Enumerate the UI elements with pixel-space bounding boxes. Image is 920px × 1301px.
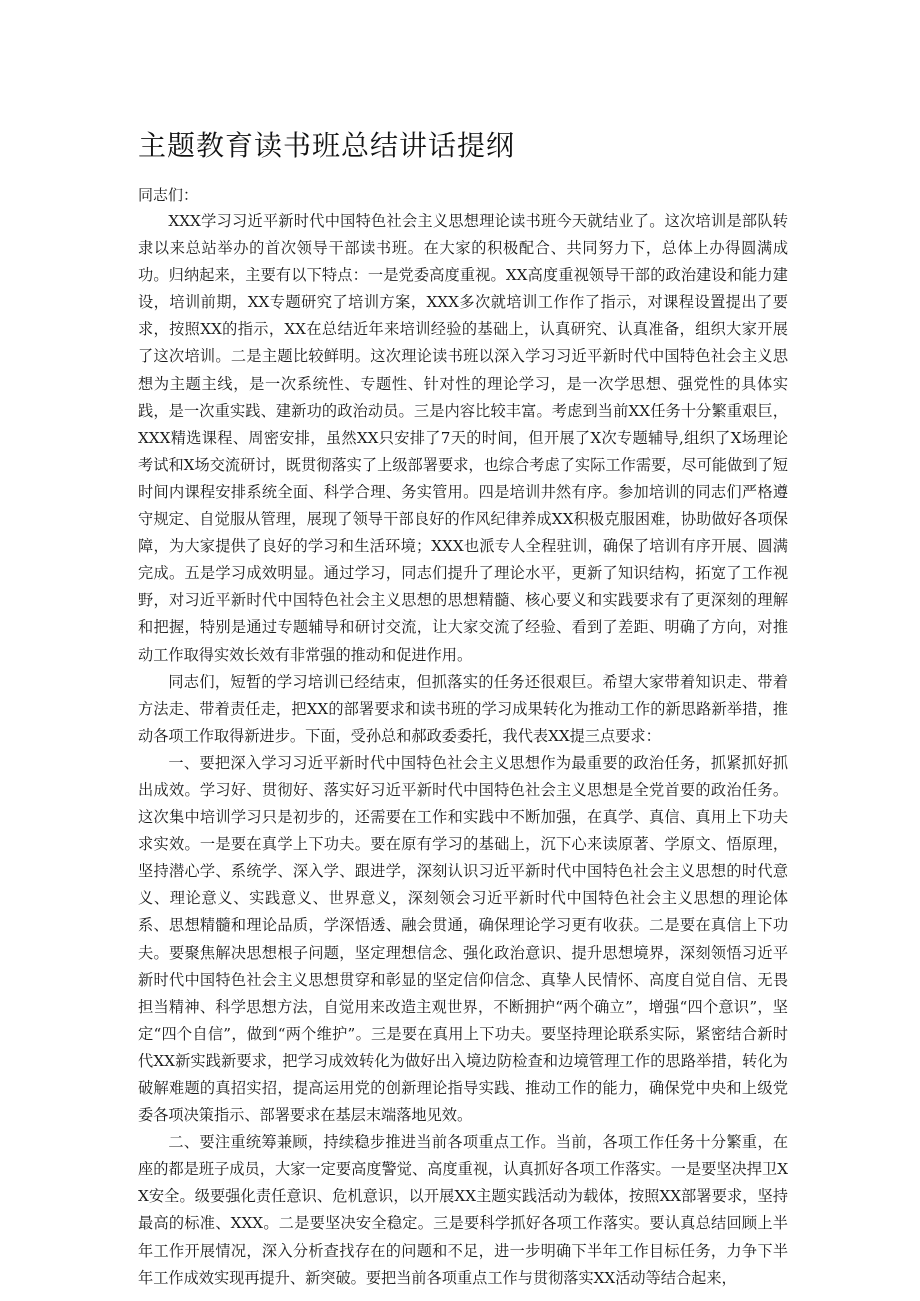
paragraph-summary: XXX学习习近平新时代中国特色社会主义思想理论读书班今天就结业了。这次培训是部队转隶以来总站举办的首次领导干部读书班。在大家的积极配合、共同努力下，总体上办得圆满成功。归纳起来，主要有以下特点：一是党委高度重视。XX高度重视领导干部的政治建设和能力建设，培训前期，XX专题研究了培训方案，XXX多次就培训工作作了指示，对课程设置提出了要求，按照XX的指示，XX在总结近年来培训经验的基础上，认真研究、认真准备，组织大家开展了这次培训。二是主题比较鲜明。这次理论读书班以深入学习习近平新时代中国特色社会主义思想为主题主线，是一次系统性、专题性、针对性的理论学习，是一次学思想、强党性的具体实践，是一次重实践、建新功的政治动员。三是内容比较丰富。考虑到当前XX任务十分繁重艰巨，XXX精选课程、周密安排，虽然XX只安排了7天的时间，但开展了X次专题辅导,组织了X场理论考试和X场交流研讨，既贯彻落实了上级部署要求，也综合考虑了实际工作需要，尽可能做到了短时间内课程安排系统全面、科学合理、务实管用。四是培训井然有序。参加培训的同志们严格遵守规定、自觉服从管理，展现了领导干部良好的作风纪律养成XX积极克服困难，协助做好各项保障，为大家提供了良好的学习和生活环境；XXX也派专人全程驻训，确保了培训有序开展、圆满完成。五是学习成效明显。通过学习，同志们提升了理论水平，更新了知识结构，拓宽了工作视野，对习近平新时代中国特色社会主义思想的思想精髓、核心要义和实践要求有了更深刻的理解和把握，特别是通过专题辅导和研讨交流，让大家交流了经验、看到了差距、明确了方向，对推动工作取得实效长效有非常强的推动和促进作用。	[138, 212, 788, 664]
paragraph-transition: 同志们，短暂的学习培训已经结束，但抓落实的任务还很艰巨。希望大家带着知识走、带着方法走、带着责任走，把XX的部署要求和读书班的学习成果转化为推动工作的新思路新举措，推动各项工作取得新进步。下面，受孙总和郝政委委托，我代表XX提三点要求：	[138, 672, 788, 745]
salutation: 同志们：	[138, 186, 199, 204]
paragraph-requirement-two: 二、要注重统筹兼顾，持续稳步推进当前各项重点工作。当前，各项工作任务十分繁重，在座的都是班子成员，大家一定要高度警觉、高度重视，认真抓好各项工作落实。一是要坚决捍卫XX安全。级要强化责任意识、危机意识，以开展XX主题实践活动为载体，按照XX部署要求，坚持最高的标准、XXX。二是要坚决安全稳定。三是要科学抓好各项工作落实。要认真总结回顾上半年工作开展情况，深入分析查找存在的问题和不足，进一步明确下半年工作目标任务，力争下半年工作成效实现再提升、新突破。要把当前各项重点工作与贯彻落实XX活动等结合起来，	[138, 1133, 788, 1287]
document-body	[138, 208, 788, 1292]
document-title: 主题教育读书班总结讲话提纲	[138, 129, 516, 162]
paragraph-requirement-one: 一、要把深入学习习近平新时代中国特色社会主义思想作为最重要的政治任务，抓紧抓好抓出成效。学习好、贯彻好、落实好习近平新时代中国特色社会主义思想是全党首要的政治任务。这次集中培训学习只是初步的，还需要在工作和实践中不断加强，在真学、真信、真用上下功夫求实效。一是要在真学上下功夫。要在原有学习的基础上，沉下心来读原著、学原文、悟原理，坚持潜心学、系统学、深入学、跟进学，深刻认识习近平新时代中国特色社会主义思想的时代意义、理论意义、实践意义、世界意义，深刻领会习近平新时代中国特色社会主义思想的理论体系、思想精髓和理论品质，学深悟透、融会贯通，确保理论学习更有收获。二是要在真信上下功夫。要聚焦解决思想根子问题，坚定理想信念、强化政治意识、提升思想境界，深刻领悟习近平新时代中国特色社会主义思想贯穿和彰显的坚定信仰信念、真挚人民情怀、高度自觉自信、无畏担当精神、科学思想方法，自觉用来改造主观世界，不断拥护“两个确立”，增强“四个意识”，坚定“四个自信”，做到“两个维护”。三是要在真用上下功夫。要坚持理论联系实际，紧密结合新时代XX新实践新要求，把学习成效转化为做好出入境边防检查和边境管理工作的思路举措，转化为破解难题的真招实招，提高运用党的创新理论指导实践、推动工作的能力，确保党中央和上级党委各项决策指示、部署要求在基层末端落地见效。	[138, 753, 788, 1125]
